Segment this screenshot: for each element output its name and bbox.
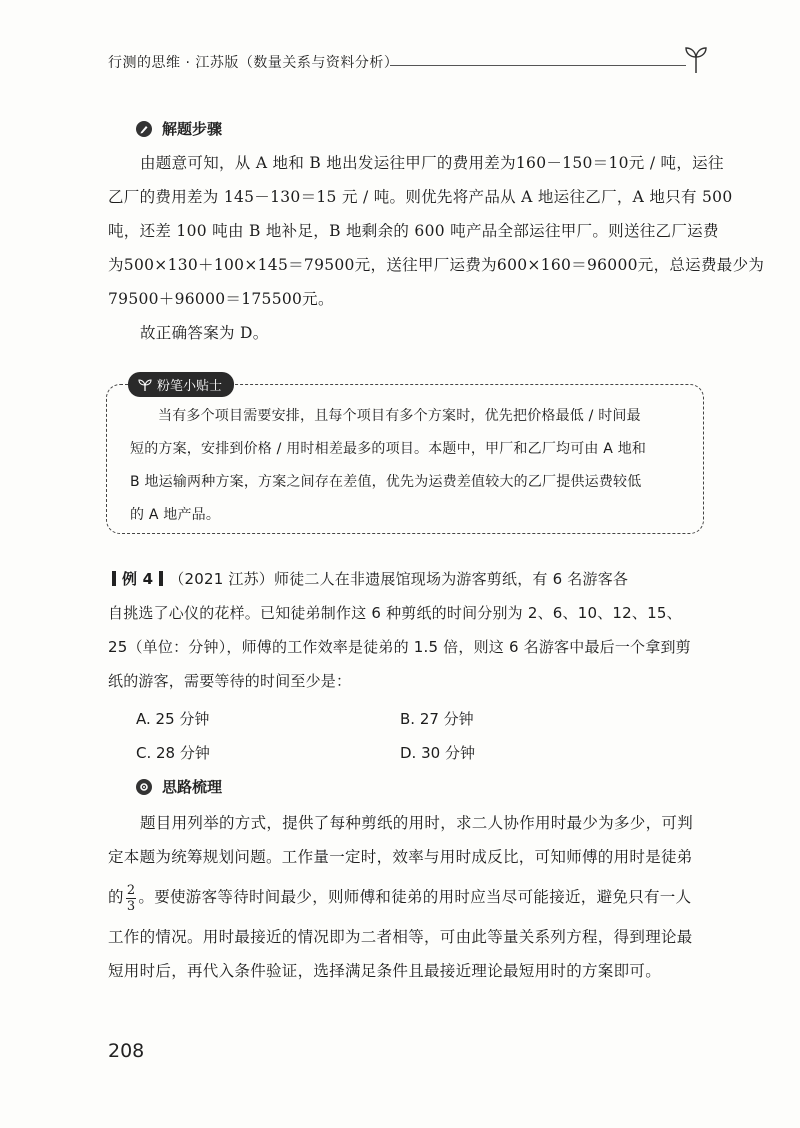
solution-line: 吨，还差 100 吨由 B 地补足，B 地剩余的 600 吨产品全部运往甲厂。则送往乙厂运费 bbox=[108, 222, 719, 240]
page-number: 208 bbox=[108, 1040, 145, 1062]
option-a: A. 25 分钟 bbox=[136, 710, 210, 728]
analysis-line: 工作的情况。用时最接近的情况即为二者相等，可由此等量关系列方程，得到理论最 bbox=[108, 928, 693, 946]
tip-text bbox=[130, 400, 690, 532]
tip-line: 当有多个项目需要安排，且每个项目有多个方案时，优先把价格最低 / 时间最 bbox=[158, 408, 641, 424]
example-line: 25（单位：分钟），师傅的工作效率是徒弟的 1.5 倍，则这 6 名游客中最后一个拿到剪 bbox=[108, 638, 691, 656]
analysis-line-fraction bbox=[108, 874, 708, 920]
header-title: 行测的思维 · 江苏版（数量关系与资料分析） bbox=[108, 55, 399, 71]
example-line: 纸的游客，需要等待的时间至少是： bbox=[108, 672, 352, 690]
sprout-icon bbox=[138, 378, 152, 392]
example-line-first bbox=[108, 562, 708, 596]
sprout-icon bbox=[684, 44, 708, 74]
solution-body bbox=[108, 146, 765, 350]
tip-line: B 地运输两种方案，方案之间存在差值，优先为运费差值较大的乙厂提供运费较低 bbox=[130, 474, 642, 490]
label-bar bbox=[159, 571, 163, 586]
gear-icon bbox=[136, 779, 152, 795]
label-bar bbox=[112, 571, 116, 586]
example-label: 例 4 bbox=[122, 570, 154, 588]
example-text: （2021 江苏）师徒二人在非遗展馆现场为游客剪纸，有 6 名游客各 bbox=[169, 570, 629, 588]
tip-line: 短的方案，安排到价格 / 用时相差最多的项目。本题中，甲厂和乙厂均可由 A 地和 bbox=[130, 441, 647, 457]
answer-line: 故正确答案为 D。 bbox=[140, 324, 269, 342]
tip-label bbox=[128, 372, 234, 397]
analysis-body bbox=[108, 806, 708, 988]
fraction-denominator: 3 bbox=[126, 898, 136, 914]
option-b: B. 27 分钟 bbox=[400, 710, 474, 728]
solution-heading-text: 解题步骤 bbox=[162, 120, 223, 138]
pen-icon bbox=[136, 121, 152, 137]
example-line: 自挑选了心仪的花样。已知徒弟制作这 6 种剪纸的时间分别为 2、6、10、12、15、 bbox=[108, 604, 682, 622]
solution-line: 由题意可知，从 A 地和 B 地出发运往甲厂的费用差为160－150＝10元 / 吨，运往 bbox=[140, 154, 724, 172]
tip-line: 的 A 地产品。 bbox=[130, 507, 221, 523]
analysis-line: 题目用列举的方式，提供了每种剪纸的用时，求二人协作用时最少为多少，可判 bbox=[140, 814, 694, 832]
solution-line: 为500×130＋100×145＝79500元，送往甲厂运费为600×160＝96000元，总运费最少为 bbox=[108, 256, 765, 274]
analysis-line: 短用时后，再代入条件验证，选择满足条件且最接近理论最短用时的方案即可。 bbox=[108, 962, 662, 980]
header-rule bbox=[390, 65, 686, 66]
option-c: C. 28 分钟 bbox=[136, 744, 210, 762]
option-d: D. 30 分钟 bbox=[400, 744, 475, 762]
analysis-heading bbox=[136, 776, 222, 797]
analysis-heading-text: 思路梳理 bbox=[162, 778, 223, 796]
running-header bbox=[108, 44, 708, 80]
solution-heading bbox=[136, 118, 222, 139]
analysis-text: 。要使游客等待时间最少，则师傅和徒弟的用时应当尽可能接近，避免只有一人 bbox=[138, 888, 692, 906]
analysis-text: 的 bbox=[108, 888, 124, 906]
tip-label-text: 粉笔小贴士 bbox=[157, 379, 223, 394]
fraction-numerator: 2 bbox=[126, 882, 136, 898]
analysis-line: 定本题为统筹规划问题。工作量一定时，效率与用时成反比，可知师傅的用时是徒弟 bbox=[108, 848, 693, 866]
example-question bbox=[108, 562, 708, 698]
fraction bbox=[126, 883, 137, 914]
solution-line: 79500＋96000＝175500元。 bbox=[108, 290, 334, 308]
solution-line: 乙厂的费用差为 145－130＝15 元 / 吨。则优先将产品从 A 地运往乙厂，A 地只有 500 bbox=[108, 188, 733, 206]
